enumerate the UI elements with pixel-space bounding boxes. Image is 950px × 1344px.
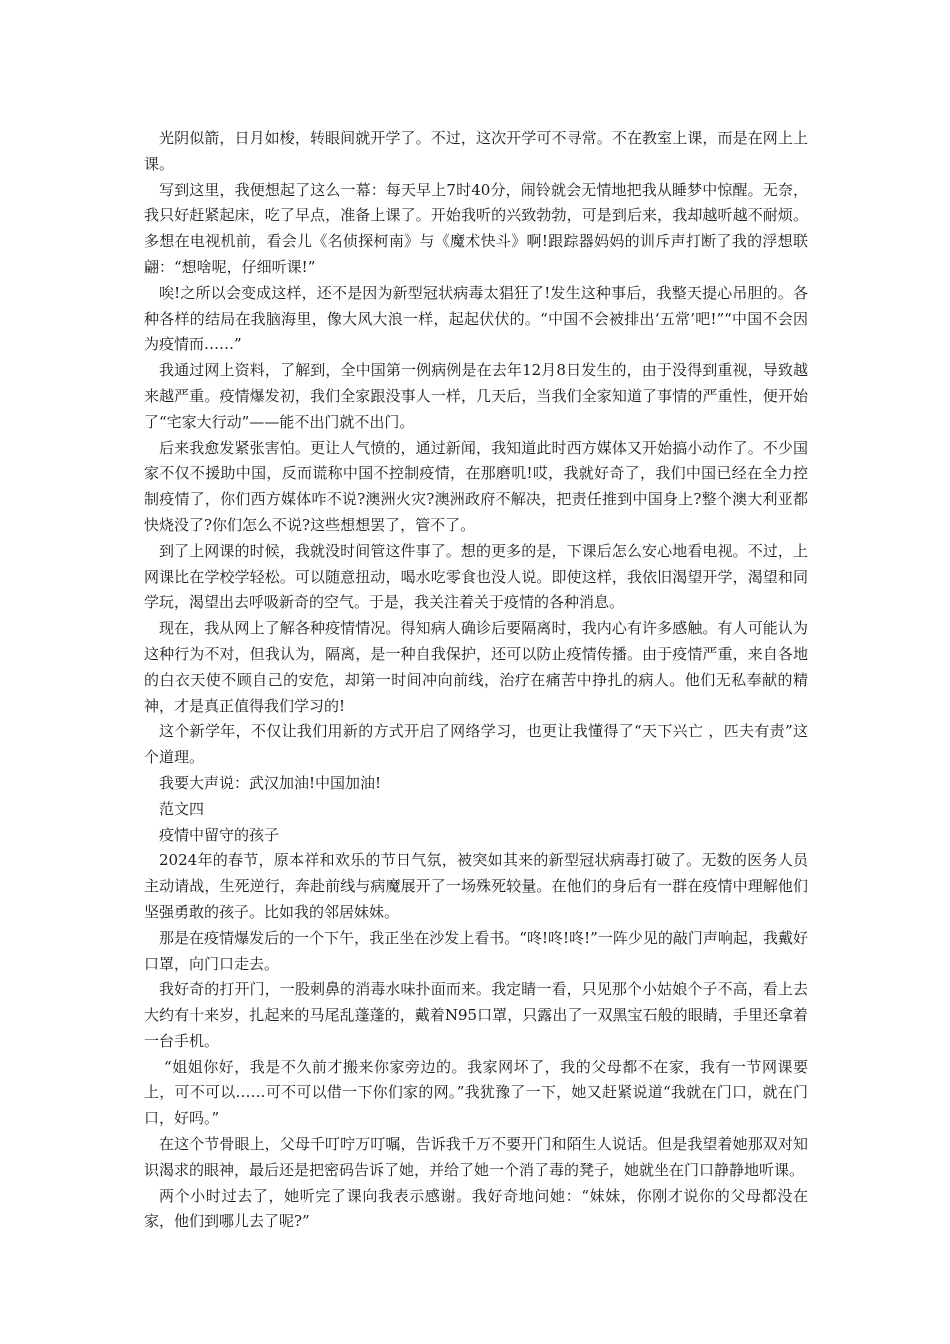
paragraph: 现在，我从网上了解各种疫情情况。得知病人确诊后要隔离时，我内心有许多感触。有人可能认为这种行为不对，但我认为，隔离，是一种自我保护，还可以防止疫情传播。由于疫情严重，来自各地的白衣天使不顾自己的安危，却第一时间冲向前线，治疗在痛苦中挣扎的病人。他们无私奉献的精神，才是真正值得我们学习的! — [144, 619, 808, 715]
paragraph: 在这个节骨眼上，父母千叮咛万叮嘱，告诉我千万不要开门和陌生人说话。但是我望着她那双对知识渴求的眼神，最后还是把密码告诉了她，并给了她一个消了毒的凳子，她就坐在门口静静地听课。 — [144, 1135, 808, 1179]
paragraph: 那是在疫情爆发后的一个下午，我正坐在沙发上看书。“咚!咚!咚!”一阵少见的敲门声响起，我戴好口罩，向门口走去。 — [144, 928, 808, 973]
section-label: 范文四 — [159, 799, 205, 818]
essay-title: 疫情中留守的孩子 — [159, 825, 280, 844]
paragraph: 光阴似箭，日月如梭，转眼间就开学了。不过，这次开学可不寻常。不在教室上课，而是在网上上课。 — [144, 129, 808, 173]
paragraph: 我要大声说：武汉加油!中国加油! — [159, 773, 382, 792]
paragraph: 后来我愈发紧张害怕。更让人气愤的，通过新闻，我知道此时西方媒体又开始搞小动作了。不少国家不仅不援助中国，反而谎称中国不控制疫情，在那磨叽!哎，我就好奇了，我们中国已经在全力控制疫情了，你们西方媒体咋不说?澳洲火灾?澳洲政府不解决，把责任推到中国身上?整个澳大利亚都快烧没了?你们怎么不说?这些想想罢了，管不了。 — [144, 438, 808, 534]
paragraph: “姐姐你好，我是不久前才搬来你家旁边的。我家网坏了，我的父母都不在家，我有一节网课要上，可不可以……可不可以借一下你们家的网。”我犹豫了一下，她又赶紧说道“我就在门口，就在门口，好吗。” — [144, 1057, 808, 1128]
paragraph: 2024年的春节，原本祥和欢乐的节日气氛，被突如其来的新型冠状病毒打破了。无数的医务人员主动请战，生死逆行，奔赴前线与病魔展开了一场殊死较量。在他们的身后有一群在疫情中理解他们坚强勇敢的孩子。比如我的邻居妹妹。 — [144, 851, 808, 921]
paragraph: 这个新学年，不仅让我们用新的方式开启了网络学习，也更让我懂得了“天下兴亡 ，匹夫有责”这个道理。 — [144, 722, 808, 767]
paragraph: 两个小时过去了，她听完了课向我表示感谢。我好奇地问她：“妹妹，你刚才说你的父母都没在家，他们到哪儿去了呢?” — [144, 1186, 808, 1231]
paragraph: 我通过网上资料，了解到，全中国第一例病例是在去年12月8日发生的，由于没得到重视，导致越来越严重。疫情爆发初，我们全家跟没事人一样，几天后，当我们全家知道了事情的严重性，便开始了“宅家大行动”——能不出门就不出门。 — [144, 361, 808, 431]
paragraph: 唉!之所以会变成这样，还不是因为新型冠状病毒太猖狂了!发生这种事后，我整天提心吊胆的。各种各样的结局在我脑海里，像大风大浪一样，起起伏伏的。“中国不会被排出‘五常’吧!”“中国不会因为疫情而……” — [144, 283, 808, 354]
document-page — [144, 126, 808, 1235]
paragraph: 我好奇的打开门，一股刺鼻的消毒水味扑面而来。我定睛一看，只见那个小姑娘个子不高，看上去大约有十来岁，扎起来的马尾乱蓬蓬的，戴着N95口罩，只露出了一双黑宝石般的眼睛，手里还拿着一台手机。 — [144, 980, 808, 1050]
paragraph: 到了上网课的时候，我就没时间管这件事了。想的更多的是，下课后怎么安心地看电视。不过，上网课比在学校学轻松。可以随意扭动，喝水吃零食也没人说。即使这样，我依旧渴望开学，渴望和同学玩，渴望出去呼吸新奇的空气。于是，我关注着关于疫情的各种消息。 — [144, 541, 808, 612]
paragraph: 写到这里，我便想起了这么一幕：每天早上7时40分，闹铃就会无情地把我从睡梦中惊醒。无奈，我只好赶紧起床，吃了早点，准备上课了。开始我听的兴致勃勃，可是到后来，我却越听越不耐烦。多想在电视机前，看会儿《名侦探柯南》与《魔术快斗》啊!跟踪器妈妈的训斥声打断了我的浮想联翩：“想啥呢，仔细听课!” — [144, 180, 808, 276]
